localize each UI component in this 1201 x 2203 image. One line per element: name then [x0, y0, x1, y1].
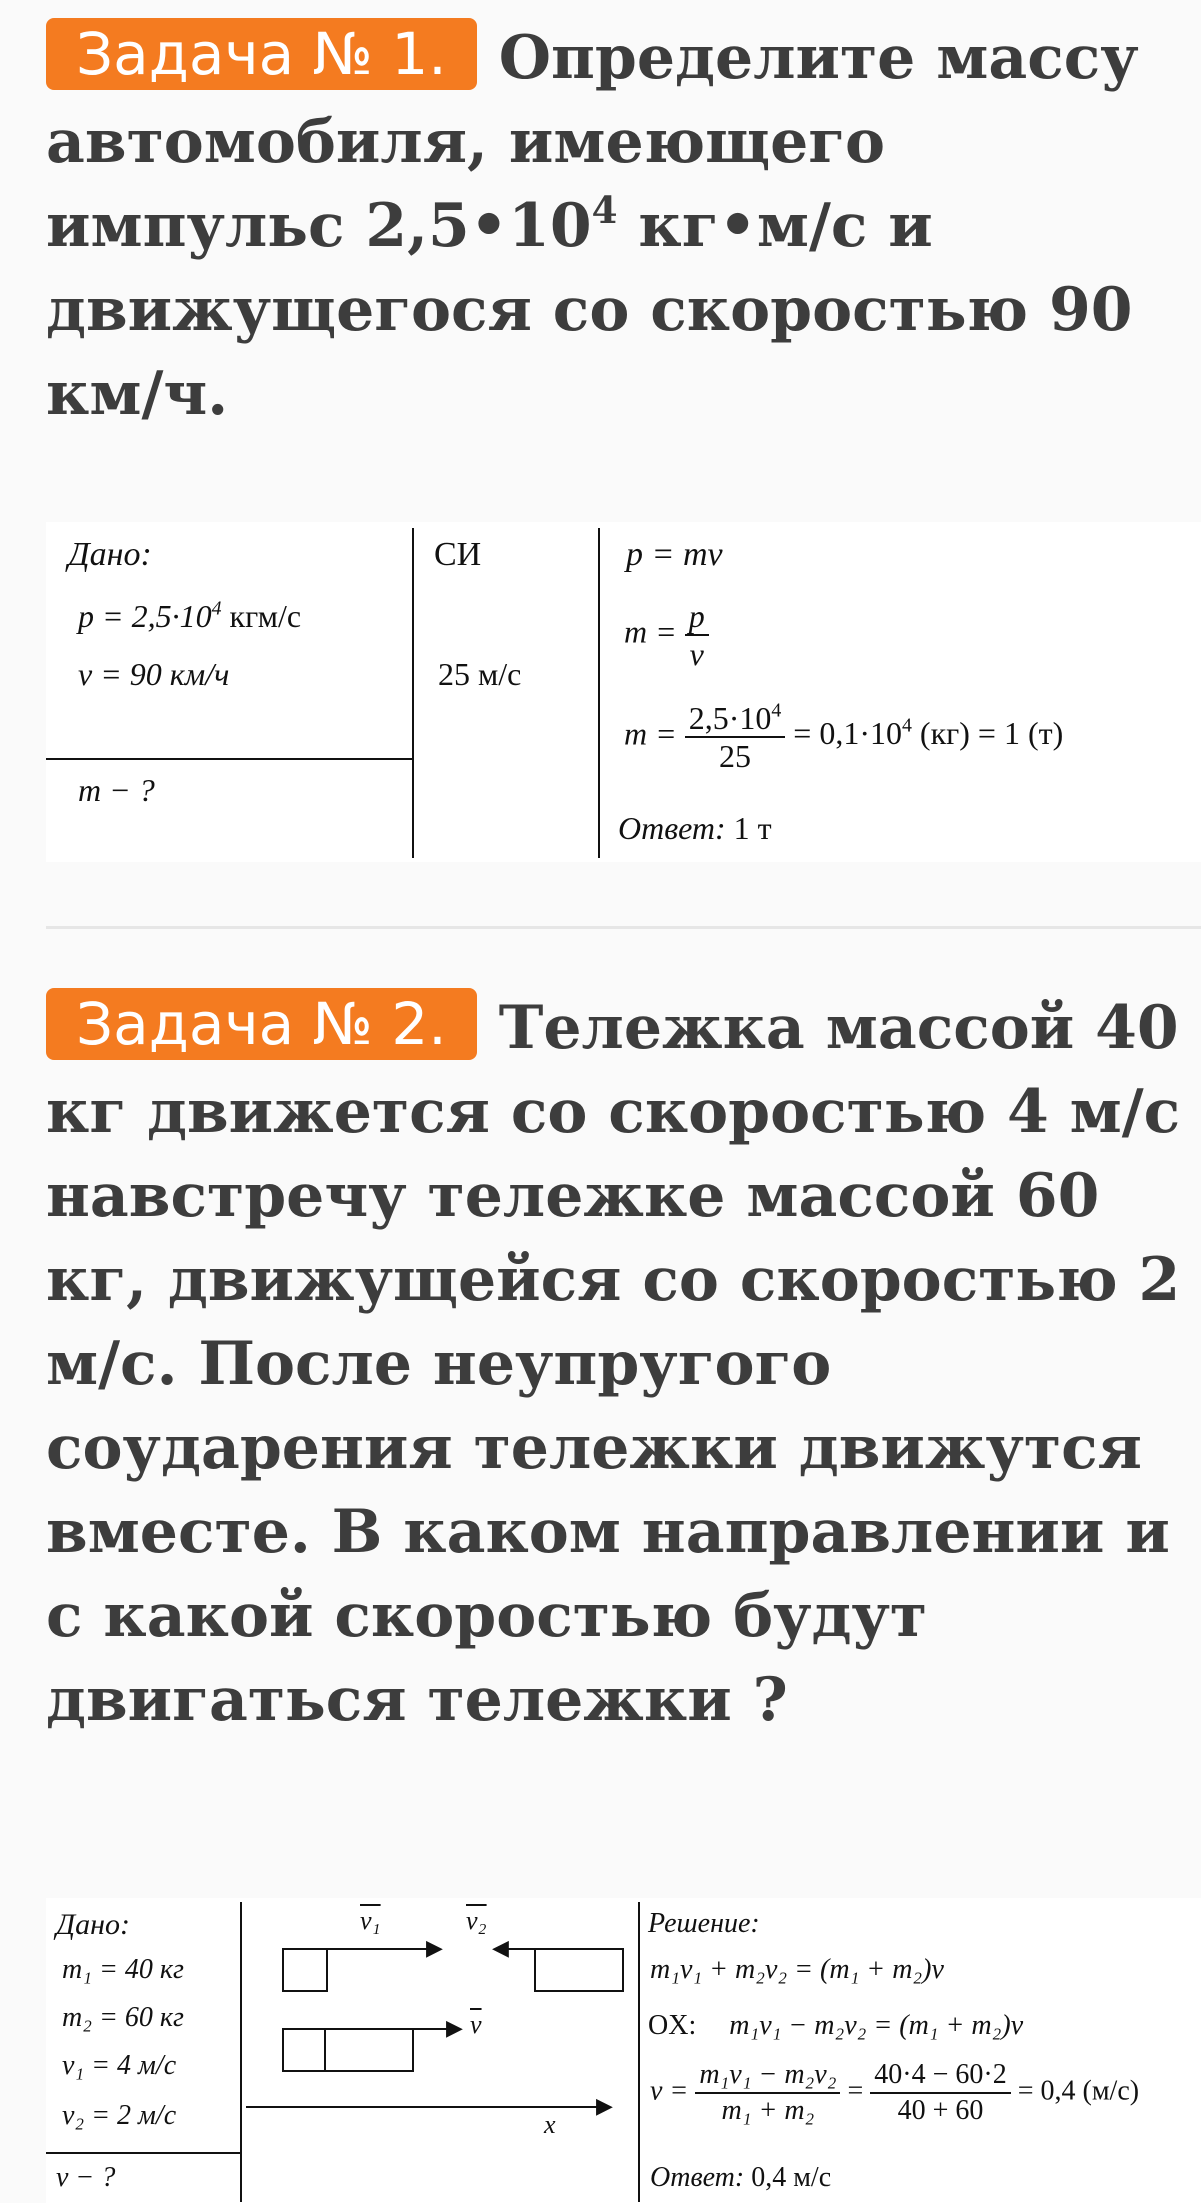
given-v2: v₂ = 2 м/с — [62, 2100, 177, 2131]
answer-1-value: 1 т — [733, 810, 772, 846]
given-v1: v₁ = 4 м/с — [62, 2050, 177, 2081]
formula-3-num-exp: 4 — [771, 699, 782, 722]
answer-1-label: Ответ: — [618, 810, 726, 846]
formula-3-fraction — [685, 700, 786, 774]
problem-1-text-a: Определите массу автомобиля, имеющего импульс 2,5•10 — [46, 23, 1139, 261]
equation-2-prefix: OX: — [648, 2010, 697, 2041]
answer-1 — [618, 810, 772, 847]
equation-2-body: m₁v₁ − m₂v₂ = (m₁ + m₂)v — [729, 2010, 1024, 2041]
given-2-label: Дано: — [56, 1908, 130, 1941]
problem-2-text — [46, 986, 1201, 1742]
given-label: Дано: — [68, 536, 152, 573]
equation-3-frac1-num: m₁v₁ − m₂v₂ — [695, 2058, 840, 2094]
given-p — [78, 598, 301, 635]
formula-3-rhs-a: = 0,1·10 — [793, 715, 902, 752]
given-m1: m₁ = 40 кг — [62, 1954, 184, 1985]
find-m: m − ? — [78, 772, 155, 808]
given-p-value: p = 2,5·10 — [78, 598, 212, 634]
diagram-border-right — [638, 1902, 640, 2202]
problem-1-badge: Задача № 1. — [46, 18, 477, 90]
equation-3-fraction-1 — [695, 2058, 840, 2128]
v-label: $\overline{v}$ — [470, 2010, 482, 2039]
problem-2-body: Тележка массой 40 кг движется со скоростью 4 м/с навстречу тележке массой 60 кг, движущейся со скоростью 2 м/с. После неупругого соударения тележки движутся вместе. В каком направлении и с какой скоростью будут двигаться тележки ? — [46, 993, 1181, 1735]
formula-2-num: p — [685, 598, 709, 636]
cart-2-before — [534, 1948, 624, 1992]
formula-m-value — [624, 700, 1063, 774]
equation-1: m₁v₁ + m₂v₂ = (m₁ + m₂)v — [650, 1954, 944, 1985]
si-label: СИ — [434, 536, 482, 573]
v2-arrow-head-icon: ◀ — [492, 1935, 509, 1960]
answer-2-label: Ответ: — [650, 2162, 745, 2193]
carts-after-split — [324, 2028, 326, 2070]
v-arrow-head-icon: ▶ — [446, 2015, 463, 2040]
equation-2 — [648, 2010, 1023, 2042]
solution-label: Решение: — [648, 1908, 760, 1939]
given-v: v = 90 км/ч — [78, 656, 230, 692]
problem-1-text — [46, 16, 1201, 436]
formula-3-den: 25 — [718, 738, 751, 774]
si-border-right — [598, 528, 600, 858]
equation-3-lhs: v = — [650, 2075, 689, 2107]
formula-p-mv: p = mv — [626, 536, 723, 573]
x-axis-arrow-icon: ▶ — [596, 2093, 613, 2118]
equation-3-frac1-den: m₁ + m₂ — [721, 2095, 815, 2126]
x-axis-line — [246, 2106, 602, 2108]
formula-3-rhs-b: (кг) = 1 (т) — [911, 715, 1064, 752]
formula-3-num: 2,5·10 — [688, 700, 772, 736]
solution-1-image — [46, 522, 1201, 862]
formula-2-lhs: m = — [624, 613, 677, 650]
equation-3-rhs: = 0,4 (м/с) — [1017, 2075, 1140, 2107]
formula-2-den: v — [689, 636, 704, 672]
solution-2-image — [46, 1898, 1201, 2203]
given-p-exponent: 4 — [211, 597, 222, 620]
equation-3-frac2-den: 40 + 60 — [897, 2095, 984, 2126]
si-value: 25 м/с — [438, 656, 522, 692]
x-axis-label: x — [544, 2110, 556, 2139]
problem-1-exponent: 4 — [591, 187, 618, 232]
equation-3: v = $\frac{\text{m₁v₁ − m₂v₂}}{\text{m₁ + m₂}}$ = $\frac{40\cdot 4 - 60\cdot 2}{40 + 60}$ = 0,4 (м/с) — [650, 2059, 1140, 2126]
answer-2 — [650, 2162, 831, 2194]
v1-label: v₁ — [360, 1906, 381, 1935]
cart-1-before — [282, 1948, 328, 1992]
given-p-unit: кгм/с — [229, 598, 302, 634]
problem-1-text-b: кг•м/с и движущегося со скоростью 90 км/ч. — [46, 191, 1133, 429]
si-border-left — [412, 528, 414, 858]
formula-m-p-over-v — [624, 598, 709, 672]
answer-2-value: 0,4 м/с — [751, 2162, 832, 2193]
v1-arrow-head-icon: ▶ — [426, 1935, 443, 1960]
problem-2-badge: Задача № 2. — [46, 988, 477, 1060]
equation-3-frac2-num: 40·4 − 60·2 — [870, 2058, 1010, 2094]
diagram-border-left — [240, 1902, 242, 2202]
v1-arrow-shaft — [324, 1948, 432, 1950]
section-divider — [46, 926, 1201, 929]
find-v: v − ? — [56, 2162, 116, 2193]
formula-2-fraction — [685, 598, 709, 672]
equation-3-fraction-2 — [870, 2058, 1010, 2128]
carts-after — [282, 2028, 414, 2072]
v2-label: v₂ — [466, 1906, 487, 1935]
v-arrow-shaft — [410, 2028, 450, 2030]
formula-3-rhs-exp: 4 — [901, 715, 912, 738]
formula-3-rhs — [793, 715, 1063, 751]
given-2-divider — [46, 2152, 240, 2154]
given-m2: m₂ = 60 кг — [62, 2002, 184, 2033]
given-divider — [46, 758, 414, 760]
formula-3-lhs: m = — [624, 715, 677, 752]
